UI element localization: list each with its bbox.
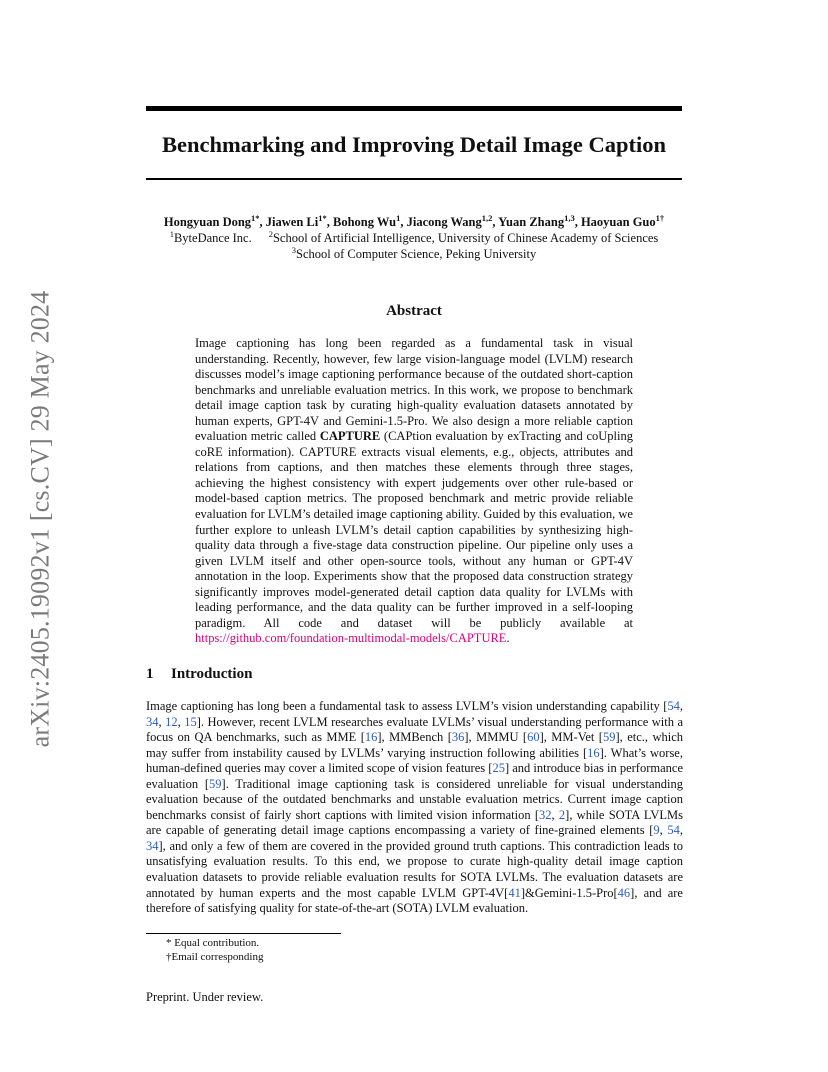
text-run: ], MM-Vet [ [539,730,603,745]
author: Jiawen $Li^{1*}$, [265,212,333,229]
title-rule-bottom [146,178,682,180]
text-run: Image captioning has long been a fundamental task to assess LVLM’s vision understanding capability [ [146,699,668,713]
code-link[interactable]: https://github.com/foundation-multimodal-models/CAPTURE [195,631,507,646]
author: Jiacong Wang$^{1,2}$, [406,212,499,229]
author: Haoyuan Guo$^{1\dagger}$ [580,212,665,229]
citation-link[interactable]: 54 [667,823,680,838]
citation-link[interactable]: 16 [587,745,600,760]
author: Yuan Zhang$^{1,3}$, [498,212,581,229]
text-run: , [659,823,668,838]
citation-link[interactable]: 41 [508,885,521,900]
affiliation: $^1$ByteDance Inc. [169,228,252,245]
citation-link[interactable]: 36 [451,730,465,745]
text-run: ], MMMU [ [464,730,528,745]
text-run: ], while SOTA LVLMs are capable of generating detail image captions encompassing a variety of fine-grained elements [ [146,807,684,838]
text-run: (CAPtion evaluation by exTracting and coUpling coRE information). CAPTURE extracts visual elements, e.g., objects, attributes and relations from captions, and then matches these elements through three stages, achieving the highest consistency with expert judgements over other rule-based or model-based caption metrics. The proposed benchmark and metric provide reliable evaluation for LVLM’s detailed image captioning ability. Guided by this evaluation, we further explore to unleash LVLM’s detail caption capabilities by synthesizing high-quality data through a five-stage data construction pipeline. Our pipeline only uses a given LVLM itself and other open-source tools, without any human or GPT-4V annotation in the loop. Experiments show that the proposed data construction strategy significantly improves model-generated detail caption data quality for LVLMs with leading performance, and the data quality can be further improved in a self-looping paradigm. All code and dataset will be publicly available at [195,429,633,630]
paper-title: Benchmarking and Improving Detail Image Caption [161,132,666,157]
footnote: * Equal contribution. [166,937,260,949]
author-block [130,214,698,262]
text-run: ] and introduce bias in performance evaluation [ [146,761,683,791]
text-run: ]&Gemini-1.5-Pro[ [520,885,618,900]
text-run: ], and are therefore of satisfying quality for state-of-the-art (SOTA) LVLM evaluation. [146,885,683,916]
footnote-rule [146,933,341,934]
text-run: ]. Traditional image captioning task is considered unreliable for visual understanding evaluation because of the outdated benchmarks and unstable evaluation metrics. Current image caption benchmarks consist of fairly short captions with limited vision information [ [146,776,683,822]
citation-link[interactable]: 2 [558,807,566,822]
footnote: †Email corresponding [166,951,264,963]
bold-term: CAPTURE [319,429,381,444]
author-list [130,214,698,230]
arxiv-stamp-text: arXiv:2405.19092v1 [cs.CV] 29 May 2024 [25,290,54,747]
section-title: Introduction [171,666,253,682]
citation-link[interactable]: 60 [527,730,540,745]
affiliation-line [130,246,698,262]
introduction-text [146,699,683,917]
author: Hongyuan Dong$^{1*}$, [163,212,266,229]
affiliation-line [130,230,698,246]
citation-link[interactable]: 54 [667,699,680,713]
text-run: ], and only a few of them are covered in the provided ground truth captions. This contradiction leads to unsatisfying evaluation results. To this end, we propose to curate high-quality detail image caption evaluation datasets to provide reliable evaluation results for SOTA LVLMs. The evaluation datasets are annotated by human experts and the most capable LVLM GPT-4V[ [146,838,683,900]
text-run: ]. However, recent LVLM researches evaluate LVLMs’ visual understanding performance with a focus on QA benchmarks, such as MME [ [146,714,683,745]
abstract-text [195,336,633,647]
affiliation: $^2$School of Artificial Intelligence, University of Chinese Academy of Sciences [268,228,659,245]
citation-link[interactable]: 59 [209,776,222,791]
citation-link[interactable]: 34 [146,838,159,853]
arxiv-stamp [20,276,60,761]
citation-link[interactable]: 46 [617,885,631,900]
citation-link[interactable]: 16 [364,730,378,745]
section-heading [146,664,252,684]
affiliation: $^3$School of Computer Science, Peking University [291,244,537,261]
footnotes [166,936,263,964]
text-run: Image captioning has long been regarded as a fundamental task in visual understanding. Recently, however, few large vision-language model (LVLM) research discusses model’s image captioning performance because of the outdated short-caption benchmarks and unreliable evaluation metrics. In this work, we propose to benchmark detail image caption task by curating high-quality evaluation datasets annotated by human experts, GPT-4V and Gemini-1.5-Pro. We also design a more reliable caption evaluation metric called [195,336,633,444]
abstract-heading: Abstract [386,303,442,319]
text-run: ], etc., which may suffer from instability caused by LVLMs’ varying instruction following abilities [ [146,730,683,760]
preprint-notice: Preprint. Under review. [146,990,264,1004]
text-run: . [506,631,510,646]
citation-link[interactable]: 34 [146,714,159,729]
text-run: , [177,714,185,729]
text-run: , [679,823,683,838]
citation-link[interactable]: 9 [653,823,660,838]
text-run: , [679,699,683,713]
title-rule-top [146,106,682,111]
section-number: 1 [146,666,154,682]
citation-link[interactable]: 15 [184,714,197,729]
citation-link[interactable]: 25 [492,761,505,776]
text-run: ]. What’s worse, human-defined queries may cover a limited scope of vision features [ [146,745,683,776]
author: Bohong Wu$^1$, [332,212,407,229]
citation-link[interactable]: 32 [539,807,552,822]
citation-link[interactable]: 59 [602,730,616,745]
text-run: , [158,714,166,729]
text-run: ], MMBench [ [377,730,452,745]
text-run: , [551,807,559,822]
citation-link[interactable]: 12 [165,714,178,729]
